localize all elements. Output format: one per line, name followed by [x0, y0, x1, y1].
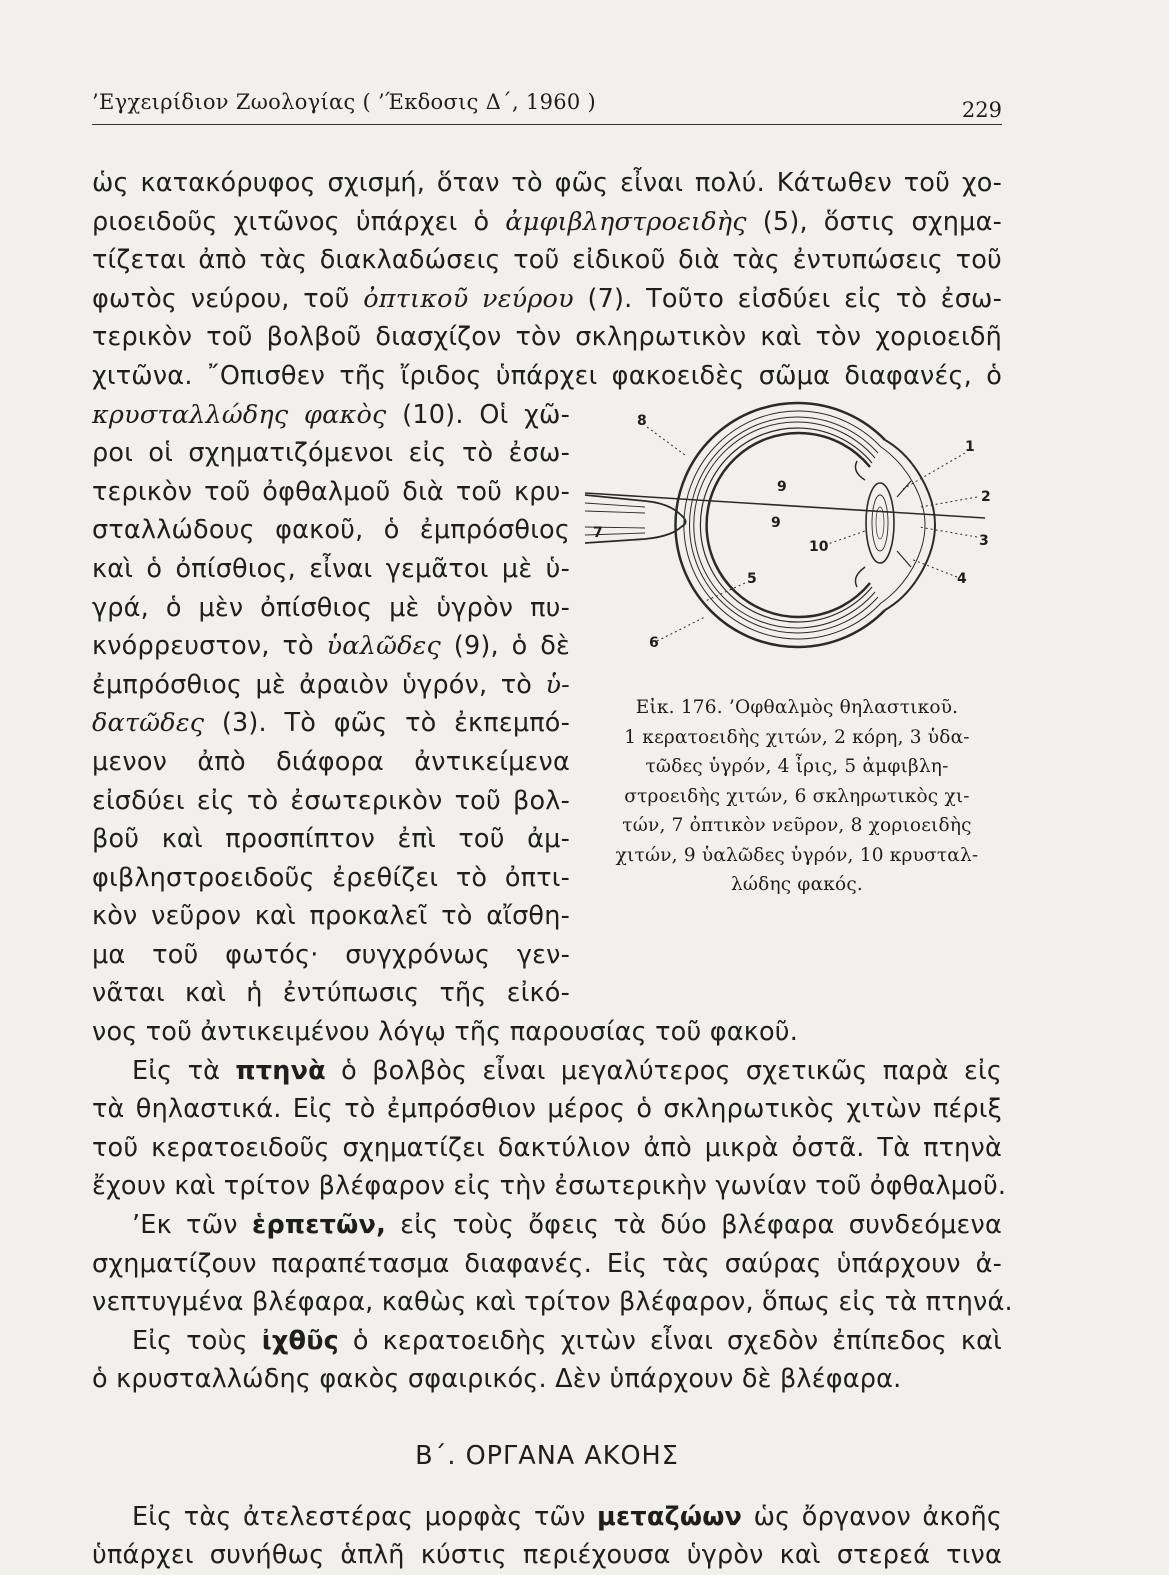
caption-line: 1 κερατοειδὴς χιτών, 2 κόρη, 3 ὑδα-	[624, 726, 970, 748]
caption-line: χιτών, 9 ὑαλῶδες ὑγρόν, 10 κρυσταλ-	[615, 844, 979, 866]
label-5: 5	[747, 571, 757, 587]
text-line: Εἰς τὰς ἀτελεστέρας μορφὰς τῶν μεταζώων ὡς ὄργανον ἀκοῆς	[132, 1501, 1003, 1532]
text-line: νος τοῦ ἀντικειμένου λόγῳ τῆς παρουσίας τοῦ φακοῦ.	[92, 1017, 799, 1048]
text-line: κνόρρευστον, τὸ ὑαλῶδες (9), ὁ δὲ	[92, 631, 570, 662]
term-italic: ὀπτικοῦ νεύρου	[363, 283, 574, 314]
text-line: τερικὸν τοῦ βολβοῦ διασχίζον τὸν σκληρωτικὸν καὶ τὸν χοριοειδῆ	[92, 322, 1002, 353]
eye-diagram-svg	[585, 385, 1005, 685]
text-line: κὸν νεῦρον καὶ προκαλεῖ τὸ αἴσθη-	[92, 901, 570, 932]
text-line: νᾶται καὶ ἡ ἐντύπωσις τῆς εἰκό-	[92, 978, 570, 1009]
text-line: ἐμπρόσθιος μὲ ἀραιὸν ὑγρόν, τὸ ὑ-	[92, 669, 570, 700]
term-italic: ἀμφιβληστροειδὴς	[505, 206, 747, 237]
text-line: Εἰς τὰ πτηνὰ ὁ βολβὸς εἶναι μεγαλύτερος σχετικῶς παρὰ εἰς	[132, 1055, 1002, 1086]
caption-line: λώδης φακός.	[730, 874, 864, 895]
text-line: φωτὸς νεύρου, τοῦ ὀπτικοῦ νεύρου (7). Τοῦτο εἰσδύει εἰς τὸ ἐσω-	[92, 283, 1003, 314]
text-line: φιβληστροειδοῦς ἐρεθίζει τὸ ὀπτι-	[92, 862, 570, 893]
text-line: ἔχουν καὶ τρίτον βλέφαρον εἰς τὴν ἐσωτερικὴν γωνίαν τοῦ ὀφθαλμοῦ.	[92, 1171, 1007, 1202]
term-italic: κρυσταλλώδης φακὸς	[92, 399, 387, 430]
label-2: 2	[981, 489, 991, 505]
text-line: ὡς κατακόρυφος σχισμή, ὅταν τὸ φῶς εἶναι πολύ. Κάτωθεν τοῦ χο-	[92, 168, 1002, 198]
text-line: σταλλώδους φακοῦ, ὁ ἐμπρόσθιος	[92, 515, 570, 546]
text-line: ’Εκ τῶν ἑρπετῶν, εἰς τοὺς ὄφεις τὰ δύο βλέφαρα συνδεόμενα	[132, 1210, 1002, 1241]
text-line: τίζεται ἀπὸ τὰς διακλαδώσεις τοῦ εἰδικοῦ διὰ τὰς ἐντυπώσεις τοῦ	[92, 245, 1002, 276]
text-line: ὁ κρυσταλλώδης φακὸς σφαιρικός. Δὲν ὑπάρχουν δὲ βλέφαρα.	[92, 1364, 902, 1395]
text-line: δατῶδες (3). Τὸ φῶς τὸ ἐκπεμπό-	[92, 708, 570, 739]
figure-caption	[592, 693, 1002, 900]
label-8: 8	[637, 413, 647, 429]
text-line: καὶ ὁ ὀπίσθιος, εἶναι γεμᾶτοι μὲ ὑ-	[92, 553, 570, 584]
eye-diagram	[585, 385, 1005, 685]
label-3: 3	[979, 533, 989, 549]
text-line: χιτῶνα. ῎Οπισθεν τῆς ἴριδος ὑπάρχει φακοειδὲς σῶμα διαφανές, ὁ	[92, 360, 1002, 391]
text-line: τὰ θηλαστικά. Εἰς τὸ ἐμπρόσθιον μέρος ὁ σκληρωτικὸς χιτὼν πέριξ	[92, 1094, 1002, 1125]
text-line: ροι οἱ σχηματιζόμενοι εἰς τὸ ἐσω-	[92, 438, 570, 469]
term-bold: μεταζώων	[597, 1501, 743, 1532]
text-line: βοῦ καὶ προσπίπτον ἐπὶ τοῦ ἀμ-	[92, 824, 570, 855]
label-7: 7	[593, 525, 603, 541]
term-bold: πτηνὰ	[235, 1055, 326, 1086]
term-bold: ἑρπετῶν,	[252, 1210, 386, 1241]
label-10: 10	[809, 539, 829, 555]
caption-line: στροειδὴς χιτών, 6 σκληρωτικὸς χι-	[624, 785, 970, 807]
label-6: 6	[649, 635, 659, 651]
text-line: μα τοῦ φωτός· συγχρόνως γεν-	[92, 939, 570, 970]
text-line: εἰσδύει εἰς τὸ ἐσωτερικὸν τοῦ βολ-	[92, 785, 570, 816]
book-title: ’Εγχειρίδιον Ζωολογίας ( ’Έκδοσις Δ΄, 1960 )	[92, 90, 597, 114]
text-line: μενον ἀπὸ διάφορα ἀντικείμενα	[92, 746, 570, 777]
text-line: κρυσταλλώδης φακὸς (10). Οἱ χῶ-	[92, 399, 570, 430]
label-1: 1	[965, 439, 975, 455]
text-line: ὑπάρχει συνήθως ἁπλῆ κύστις περιέχουσα ὑγρὸν καὶ στερεά τινα	[92, 1540, 1002, 1571]
page-number: 229	[961, 98, 1002, 122]
caption-line: τών, 7 ὀπτικὸν νεῦρον, 8 χοριοειδὴς	[622, 815, 972, 836]
caption-line: Εἰκ. 176. ’Οφθαλμὸς θηλαστικοῦ.	[635, 697, 959, 718]
section-heading: Β΄. ΟΡΓΑΝΑ ΑΚΟΗΣ	[415, 1441, 679, 1471]
running-header	[92, 84, 1002, 125]
term-italic: δατῶδες	[92, 708, 205, 739]
text-line: τοῦ κερατοειδοῦς σχηματίζει δακτύλιον ἀπὸ μικρὰ ὀστᾶ. Τὰ πτηνὰ	[92, 1132, 1002, 1163]
term-bold: ἰχθῦς	[261, 1325, 339, 1356]
text-line: ριοειδοῦς χιτῶνος ὑπάρχει ὁ ἀμφιβληστροειδὴς (5), ὅστις σχημα-	[92, 206, 1002, 237]
term-italic: ὑ-	[545, 669, 570, 700]
text-line: τερικὸν τοῦ ὀφθαλμοῦ διὰ τοῦ κρυ-	[92, 476, 570, 507]
text-line: γρά, ὁ μὲν ὀπίσθιος μὲ ὑγρὸν πυ-	[92, 592, 570, 623]
caption-line: τῶδες ὑγρόν, 4 ἶρις, 5 ἀμφιβλη-	[645, 756, 949, 777]
label-9a: 9	[777, 479, 787, 495]
text-line: Εἰς τοὺς ἰχθῦς ὁ κερατοειδὴς χιτὼν εἶναι σχεδὸν ἐπίπεδος καὶ	[132, 1325, 1002, 1356]
label-9b: 9	[771, 515, 781, 531]
text-line: νεπτυγμένα βλέφαρα, καθὼς καὶ τρίτον βλέφαρον, ὅπως εἰς τὰ πτηνά.	[92, 1287, 1013, 1318]
label-4: 4	[957, 571, 967, 587]
text-line: σχηματίζουν παραπέτασμα διαφανές. Εἰς τὰς σαύρας ὑπάρχουν ἀ-	[92, 1248, 1002, 1279]
term-italic: ὑαλῶδες	[326, 631, 441, 662]
